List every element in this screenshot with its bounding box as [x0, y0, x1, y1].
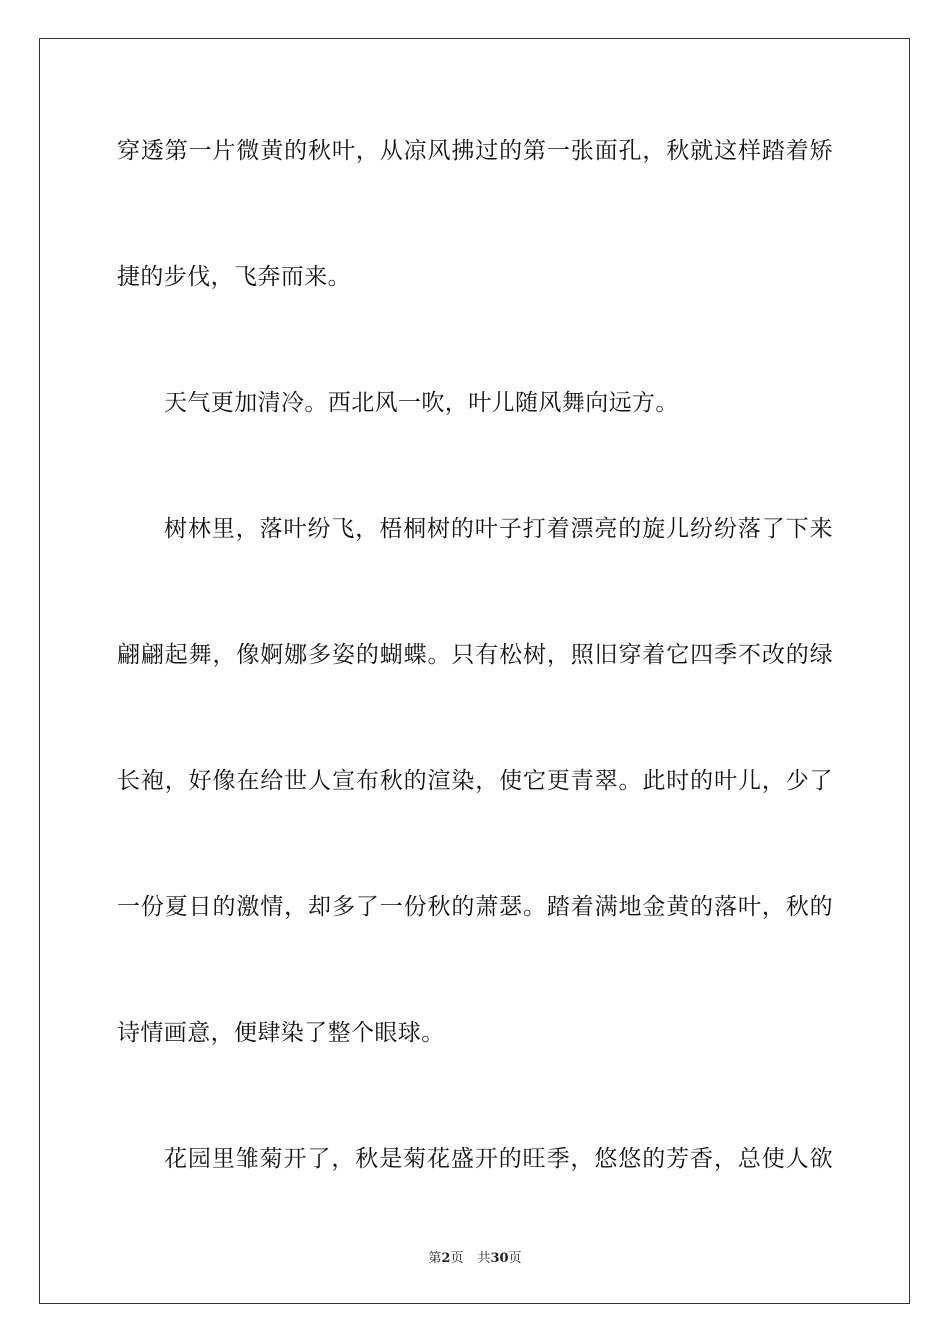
text-line-5: 翩翩起舞，像婀娜多姿的蝴蝶。只有松树，照旧穿着它四季不改的绿 — [117, 642, 833, 668]
text-line-7: 一份夏日的激情，却多了一份秋的萧瑟。踏着满地金黄的落叶，秋的 — [117, 894, 833, 920]
text-line-9: 花园里雏菊开了，秋是菊花盛开的旺季，悠悠的芳香，总使人欲 — [164, 1146, 833, 1172]
text-line-4: 树林里，落叶纷飞，梧桐树的叶子打着漂亮的旋儿纷纷落了下来 — [164, 516, 833, 542]
total-prefix: 共 — [477, 1251, 491, 1266]
page-prefix: 第 — [428, 1251, 442, 1266]
total-page-count: 30 — [490, 1251, 509, 1266]
page-suffix: 页 — [450, 1251, 464, 1266]
page-footer — [0, 1247, 950, 1266]
document-body — [117, 124, 833, 1258]
text-line-1: 穿透第一片微黄的秋叶，从凉风拂过的第一张面孔，秋就这样踏着矫 — [117, 138, 833, 164]
text-line-2: 捷的步伐，飞奔而来。 — [117, 264, 351, 290]
current-page-number: 2 — [441, 1251, 451, 1266]
text-line-8: 诗情画意，便肆染了整个眼球。 — [117, 1020, 445, 1046]
total-suffix: 页 — [508, 1251, 522, 1266]
text-line-6: 长袍，好像在给世人宣布秋的渲染，使它更青翠。此时的叶儿，少了 — [117, 768, 833, 794]
text-line-3: 天气更加清冷。西北风一吹，叶儿随风舞向远方。 — [164, 390, 679, 416]
